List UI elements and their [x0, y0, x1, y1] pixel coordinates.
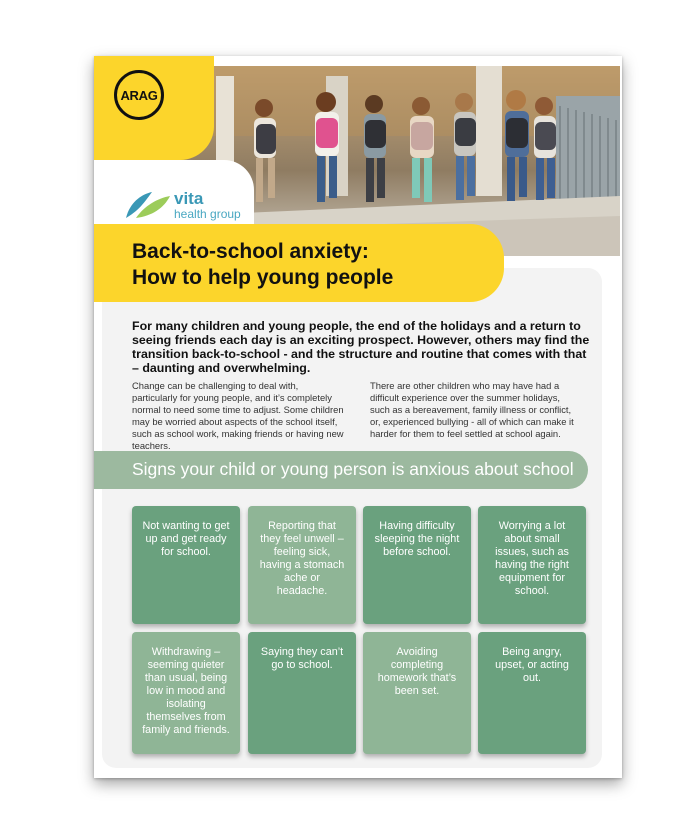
sign-card: Not wanting to get up and get ready for school. [132, 506, 240, 624]
flyer-page [94, 56, 622, 778]
sign-card: Worrying a lot about small issues, such as having the right equipment for school. [478, 506, 586, 624]
sign-card: Reporting that they feel unwell – feeling sick, having a stomach ache or headache. [248, 506, 356, 624]
leaf-icon [124, 188, 172, 220]
sign-card: Saying they can’t go to school. [248, 632, 356, 754]
signs-heading: Signs your child or young person is anxious about school [132, 459, 574, 479]
page-title-line-2: How to help young people [132, 266, 394, 289]
page-title-line-1: Back-to-school anxiety: [132, 240, 369, 263]
sign-card: Withdrawing – seeming quieter than usual, being low in mood and isolating themselves from family and friends. [132, 632, 240, 754]
body-column-left: Change can be challenging to deal with, particularly for young people, and it’s completely normal to need some time to adjust. Some children may be worried about aspects of the school itself, such as school work, making friends or having new teachers. [132, 380, 344, 451]
intro-paragraph: For many children and young people, the end of the holidays and a return to seeing friends each day is an exciting prospect. However, others may find the transition back-to-school - and the structure and routine that comes with that – daunting and overwhelming. [132, 319, 590, 375]
sign-card: Having difficulty sleeping the night before school. [363, 506, 471, 624]
partner-name: vita [174, 189, 204, 208]
sign-card: Avoiding completing homework that’s been set. [363, 632, 471, 754]
body-column-right: There are other children who may have had a difficult experience over the summer holidays, such as a bereavement, family illness or conflict, or, experienced bullying - all of which can make it harder for them to feel settled at school again. [370, 380, 574, 439]
sign-card: Being angry, upset, or acting out. [478, 632, 586, 754]
partner-subtitle: health group [174, 207, 241, 221]
arag-logo: ARAG [114, 70, 164, 120]
